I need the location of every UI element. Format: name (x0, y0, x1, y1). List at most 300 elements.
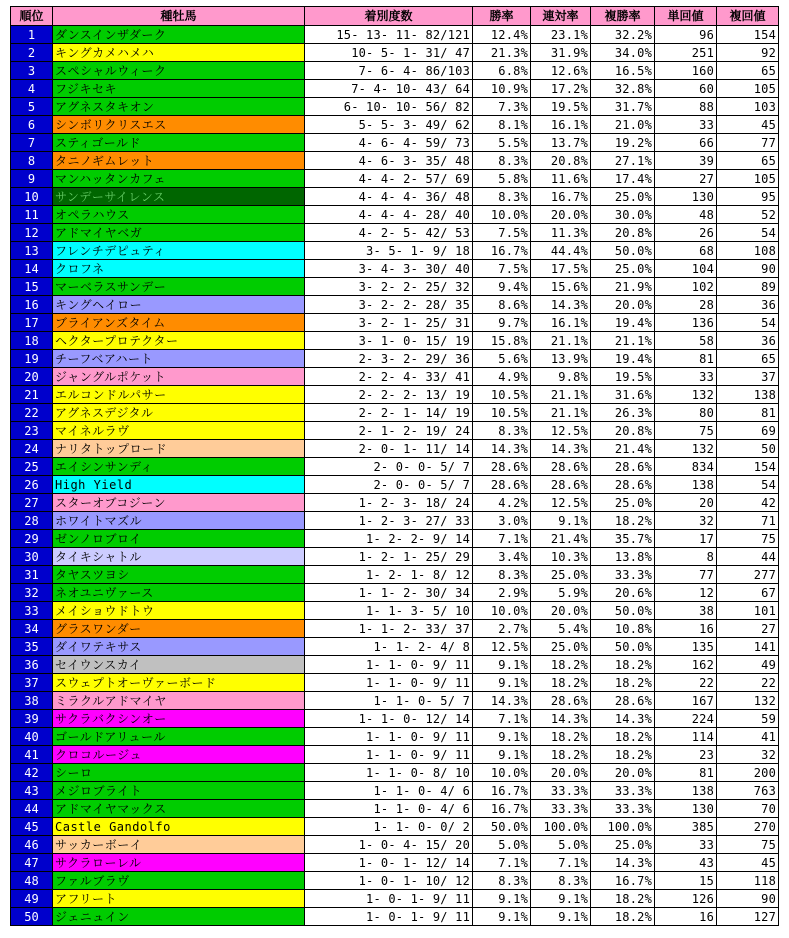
win-return-cell: 33 (655, 836, 717, 854)
win-rate-cell: 3.4% (473, 548, 531, 566)
win-return-cell: 138 (655, 782, 717, 800)
place-return-cell: 65 (717, 152, 779, 170)
rank-cell: 31 (11, 566, 53, 584)
quinella-rate-cell: 20.0% (531, 764, 591, 782)
win-rate-cell: 8.6% (473, 296, 531, 314)
rank-cell: 18 (11, 332, 53, 350)
win-rate-cell: 8.3% (473, 422, 531, 440)
header-rank: 順位 (11, 7, 53, 26)
win-return-cell: 160 (655, 62, 717, 80)
place-return-cell: 45 (717, 854, 779, 872)
quinella-rate-cell: 5.4% (531, 620, 591, 638)
win-rate-cell: 9.1% (473, 674, 531, 692)
rank-cell: 43 (11, 782, 53, 800)
stallion-name-cell: メジロブライト (53, 782, 305, 800)
place-rate-cell: 34.0% (591, 44, 655, 62)
place-return-cell: 75 (717, 530, 779, 548)
win-rate-cell: 15.8% (473, 332, 531, 350)
record-cell: 3- 5- 1- 9/ 18 (305, 242, 473, 260)
place-rate-cell: 18.2% (591, 890, 655, 908)
record-cell: 15- 13- 11- 82/121 (305, 26, 473, 44)
stallion-name-cell: サンデーサイレンス (53, 188, 305, 206)
record-cell: 4- 6- 4- 59/ 73 (305, 134, 473, 152)
record-cell: 4- 2- 5- 42/ 53 (305, 224, 473, 242)
record-cell: 1- 2- 3- 27/ 33 (305, 512, 473, 530)
table-row (11, 242, 779, 260)
win-return-cell: 130 (655, 188, 717, 206)
win-return-cell: 16 (655, 908, 717, 926)
win-return-cell: 96 (655, 26, 717, 44)
place-return-cell: 45 (717, 116, 779, 134)
place-return-cell: 49 (717, 656, 779, 674)
record-cell: 4- 4- 4- 36/ 48 (305, 188, 473, 206)
rank-cell: 46 (11, 836, 53, 854)
place-rate-cell: 20.8% (591, 422, 655, 440)
quinella-rate-cell: 100.0% (531, 818, 591, 836)
record-cell: 1- 1- 0- 8/ 10 (305, 764, 473, 782)
place-return-cell: 65 (717, 62, 779, 80)
stallion-name-cell: ジェニュイン (53, 908, 305, 926)
win-rate-cell: 9.1% (473, 728, 531, 746)
quinella-rate-cell: 15.6% (531, 278, 591, 296)
record-cell: 2- 2- 4- 33/ 41 (305, 368, 473, 386)
win-return-cell: 135 (655, 638, 717, 656)
place-rate-cell: 25.0% (591, 260, 655, 278)
win-rate-cell: 7.5% (473, 260, 531, 278)
table-row (11, 908, 779, 926)
win-return-cell: 48 (655, 206, 717, 224)
table-row (11, 368, 779, 386)
stallion-name-cell: スペシャルウィーク (53, 62, 305, 80)
win-return-cell: 132 (655, 440, 717, 458)
win-return-cell: 15 (655, 872, 717, 890)
stallion-name-cell: アドマイヤベガ (53, 224, 305, 242)
table-row (11, 746, 779, 764)
rank-cell: 25 (11, 458, 53, 476)
quinella-rate-cell: 28.6% (531, 692, 591, 710)
stallion-name-cell: グラスワンダー (53, 620, 305, 638)
place-return-cell: 77 (717, 134, 779, 152)
win-return-cell: 23 (655, 746, 717, 764)
place-rate-cell: 19.5% (591, 368, 655, 386)
quinella-rate-cell: 44.4% (531, 242, 591, 260)
place-rate-cell: 14.3% (591, 710, 655, 728)
table-row (11, 188, 779, 206)
table-row (11, 476, 779, 494)
rank-cell: 23 (11, 422, 53, 440)
win-return-cell: 33 (655, 116, 717, 134)
win-rate-cell: 14.3% (473, 692, 531, 710)
stallion-name-cell: クロフネ (53, 260, 305, 278)
place-return-cell: 52 (717, 206, 779, 224)
win-return-cell: 12 (655, 584, 717, 602)
place-return-cell: 32 (717, 746, 779, 764)
place-return-cell: 50 (717, 440, 779, 458)
stallion-name-cell: タヤスツヨシ (53, 566, 305, 584)
record-cell: 1- 2- 1- 25/ 29 (305, 548, 473, 566)
quinella-rate-cell: 31.9% (531, 44, 591, 62)
stallion-name-cell: ダンスインザダーク (53, 26, 305, 44)
win-rate-cell: 9.7% (473, 314, 531, 332)
record-cell: 2- 0- 0- 5/ 7 (305, 458, 473, 476)
table-row (11, 566, 779, 584)
table-row (11, 278, 779, 296)
place-rate-cell: 20.0% (591, 764, 655, 782)
win-rate-cell: 2.9% (473, 584, 531, 602)
win-rate-cell: 8.1% (473, 116, 531, 134)
record-cell: 3- 2- 1- 25/ 31 (305, 314, 473, 332)
header-stallion: 種牡馬 (53, 7, 305, 26)
place-return-cell: 44 (717, 548, 779, 566)
quinella-rate-cell: 5.0% (531, 836, 591, 854)
quinella-rate-cell: 14.3% (531, 440, 591, 458)
quinella-rate-cell: 11.6% (531, 170, 591, 188)
win-rate-cell: 5.0% (473, 836, 531, 854)
rank-cell: 9 (11, 170, 53, 188)
place-rate-cell: 25.0% (591, 836, 655, 854)
win-return-cell: 39 (655, 152, 717, 170)
quinella-rate-cell: 8.3% (531, 872, 591, 890)
win-rate-cell: 7.1% (473, 854, 531, 872)
quinella-rate-cell: 33.3% (531, 782, 591, 800)
record-cell: 1- 0- 1- 9/ 11 (305, 908, 473, 926)
record-cell: 1- 0- 4- 15/ 20 (305, 836, 473, 854)
place-return-cell: 75 (717, 836, 779, 854)
record-cell: 1- 1- 0- 5/ 7 (305, 692, 473, 710)
stallion-name-cell: オペラハウス (53, 206, 305, 224)
win-rate-cell: 4.2% (473, 494, 531, 512)
win-return-cell: 68 (655, 242, 717, 260)
rank-cell: 34 (11, 620, 53, 638)
record-cell: 1- 1- 0- 9/ 11 (305, 728, 473, 746)
quinella-rate-cell: 21.4% (531, 530, 591, 548)
table-row (11, 764, 779, 782)
win-return-cell: 224 (655, 710, 717, 728)
win-rate-cell: 16.7% (473, 242, 531, 260)
place-return-cell: 141 (717, 638, 779, 656)
win-return-cell: 58 (655, 332, 717, 350)
table-row (11, 494, 779, 512)
place-return-cell: 154 (717, 26, 779, 44)
quinella-rate-cell: 9.8% (531, 368, 591, 386)
table-row (11, 314, 779, 332)
place-return-cell: 89 (717, 278, 779, 296)
table-row (11, 854, 779, 872)
stallion-name-cell: シーロ (53, 764, 305, 782)
quinella-rate-cell: 9.1% (531, 512, 591, 530)
rank-cell: 35 (11, 638, 53, 656)
place-return-cell: 105 (717, 170, 779, 188)
win-rate-cell: 7.1% (473, 530, 531, 548)
rank-cell: 20 (11, 368, 53, 386)
win-rate-cell: 5.8% (473, 170, 531, 188)
win-rate-cell: 9.1% (473, 890, 531, 908)
stallion-name-cell: ナリタトップロード (53, 440, 305, 458)
record-cell: 1- 2- 1- 8/ 12 (305, 566, 473, 584)
place-rate-cell: 16.5% (591, 62, 655, 80)
stallion-name-cell: クロコルージュ (53, 746, 305, 764)
quinella-rate-cell: 10.3% (531, 548, 591, 566)
header-record: 着別度数 (305, 7, 473, 26)
table-row (11, 350, 779, 368)
stallion-name-cell: アドマイヤマックス (53, 800, 305, 818)
table-row (11, 422, 779, 440)
quinella-rate-cell: 25.0% (531, 566, 591, 584)
quinella-rate-cell: 21.1% (531, 404, 591, 422)
place-return-cell: 118 (717, 872, 779, 890)
table-row (11, 620, 779, 638)
place-return-cell: 36 (717, 332, 779, 350)
stallion-name-cell: アフリート (53, 890, 305, 908)
win-rate-cell: 9.1% (473, 746, 531, 764)
place-return-cell: 108 (717, 242, 779, 260)
place-return-cell: 101 (717, 602, 779, 620)
record-cell: 5- 5- 3- 49/ 62 (305, 116, 473, 134)
quinella-rate-cell: 9.1% (531, 908, 591, 926)
place-return-cell: 67 (717, 584, 779, 602)
rank-cell: 16 (11, 296, 53, 314)
win-rate-cell: 10.5% (473, 404, 531, 422)
record-cell: 2- 0- 1- 11/ 14 (305, 440, 473, 458)
place-rate-cell: 50.0% (591, 242, 655, 260)
rank-cell: 24 (11, 440, 53, 458)
header-win-rate: 勝率 (473, 7, 531, 26)
stallion-name-cell: High Yield (53, 476, 305, 494)
rank-cell: 2 (11, 44, 53, 62)
place-rate-cell: 19.4% (591, 350, 655, 368)
win-return-cell: 32 (655, 512, 717, 530)
stallion-name-cell: シンボリクリスエス (53, 116, 305, 134)
quinella-rate-cell: 18.2% (531, 656, 591, 674)
table-row (11, 44, 779, 62)
quinella-rate-cell: 9.1% (531, 890, 591, 908)
table-row (11, 170, 779, 188)
win-return-cell: 16 (655, 620, 717, 638)
table-row (11, 674, 779, 692)
header-place-return: 複回値 (717, 7, 779, 26)
record-cell: 1- 0- 1- 10/ 12 (305, 872, 473, 890)
win-rate-cell: 16.7% (473, 782, 531, 800)
place-rate-cell: 18.2% (591, 746, 655, 764)
table-row (11, 548, 779, 566)
win-rate-cell: 9.1% (473, 908, 531, 926)
table-row (11, 656, 779, 674)
place-return-cell: 277 (717, 566, 779, 584)
place-rate-cell: 18.2% (591, 908, 655, 926)
stallion-name-cell: マーベラスサンデー (53, 278, 305, 296)
table-row (11, 728, 779, 746)
table-row (11, 62, 779, 80)
stallion-name-cell: マンハッタンカフェ (53, 170, 305, 188)
win-rate-cell: 7.5% (473, 224, 531, 242)
place-rate-cell: 28.6% (591, 692, 655, 710)
header-place-rate: 複勝率 (591, 7, 655, 26)
win-return-cell: 104 (655, 260, 717, 278)
win-rate-cell: 14.3% (473, 440, 531, 458)
record-cell: 2- 2- 2- 13/ 19 (305, 386, 473, 404)
stallion-name-cell: ファルブラヴ (53, 872, 305, 890)
win-return-cell: 834 (655, 458, 717, 476)
place-return-cell: 41 (717, 728, 779, 746)
quinella-rate-cell: 12.5% (531, 422, 591, 440)
record-cell: 3- 2- 2- 28/ 35 (305, 296, 473, 314)
rank-cell: 27 (11, 494, 53, 512)
place-rate-cell: 19.4% (591, 314, 655, 332)
win-return-cell: 138 (655, 476, 717, 494)
place-rate-cell: 21.9% (591, 278, 655, 296)
win-return-cell: 22 (655, 674, 717, 692)
stallion-ranking-table (10, 6, 779, 926)
rank-cell: 7 (11, 134, 53, 152)
rank-cell: 6 (11, 116, 53, 134)
stallion-name-cell: ダイワテキサス (53, 638, 305, 656)
win-return-cell: 81 (655, 764, 717, 782)
quinella-rate-cell: 18.2% (531, 674, 591, 692)
record-cell: 3- 2- 2- 25/ 32 (305, 278, 473, 296)
rank-cell: 29 (11, 530, 53, 548)
record-cell: 1- 1- 0- 4/ 6 (305, 800, 473, 818)
table-row (11, 890, 779, 908)
rank-cell: 26 (11, 476, 53, 494)
record-cell: 3- 4- 3- 30/ 40 (305, 260, 473, 278)
stallion-name-cell: タニノギムレット (53, 152, 305, 170)
win-rate-cell: 6.8% (473, 62, 531, 80)
rank-cell: 50 (11, 908, 53, 926)
table-row (11, 404, 779, 422)
place-return-cell: 92 (717, 44, 779, 62)
win-rate-cell: 28.6% (473, 476, 531, 494)
rank-cell: 45 (11, 818, 53, 836)
win-return-cell: 167 (655, 692, 717, 710)
rank-cell: 47 (11, 854, 53, 872)
record-cell: 7- 6- 4- 86/103 (305, 62, 473, 80)
win-rate-cell: 9.4% (473, 278, 531, 296)
stallion-name-cell: アグネスタキオン (53, 98, 305, 116)
win-rate-cell: 8.3% (473, 872, 531, 890)
header-win-return: 単回値 (655, 7, 717, 26)
place-return-cell: 54 (717, 314, 779, 332)
win-return-cell: 385 (655, 818, 717, 836)
place-rate-cell: 50.0% (591, 602, 655, 620)
rank-cell: 33 (11, 602, 53, 620)
quinella-rate-cell: 14.3% (531, 296, 591, 314)
win-rate-cell: 10.0% (473, 764, 531, 782)
quinella-rate-cell: 16.1% (531, 314, 591, 332)
place-rate-cell: 21.1% (591, 332, 655, 350)
rank-cell: 38 (11, 692, 53, 710)
record-cell: 2- 1- 2- 19/ 24 (305, 422, 473, 440)
rank-cell: 44 (11, 800, 53, 818)
place-rate-cell: 28.6% (591, 458, 655, 476)
rank-cell: 22 (11, 404, 53, 422)
table-row (11, 224, 779, 242)
rank-cell: 30 (11, 548, 53, 566)
place-rate-cell: 33.3% (591, 566, 655, 584)
record-cell: 1- 1- 0- 0/ 2 (305, 818, 473, 836)
quinella-rate-cell: 19.5% (531, 98, 591, 116)
place-return-cell: 36 (717, 296, 779, 314)
rank-cell: 10 (11, 188, 53, 206)
win-rate-cell: 3.0% (473, 512, 531, 530)
rank-cell: 13 (11, 242, 53, 260)
win-return-cell: 88 (655, 98, 717, 116)
table-row (11, 782, 779, 800)
stallion-name-cell: タイキシャトル (53, 548, 305, 566)
place-return-cell: 70 (717, 800, 779, 818)
win-return-cell: 102 (655, 278, 717, 296)
quinella-rate-cell: 28.6% (531, 476, 591, 494)
win-rate-cell: 10.0% (473, 206, 531, 224)
table-row (11, 440, 779, 458)
stallion-name-cell: スターオブコジーン (53, 494, 305, 512)
place-return-cell: 54 (717, 476, 779, 494)
quinella-rate-cell: 17.5% (531, 260, 591, 278)
place-rate-cell: 18.2% (591, 674, 655, 692)
win-rate-cell: 21.3% (473, 44, 531, 62)
quinella-rate-cell: 18.2% (531, 728, 591, 746)
table-row (11, 26, 779, 44)
quinella-rate-cell: 18.2% (531, 746, 591, 764)
place-rate-cell: 33.3% (591, 800, 655, 818)
win-return-cell: 60 (655, 80, 717, 98)
record-cell: 4- 6- 3- 35/ 48 (305, 152, 473, 170)
win-return-cell: 132 (655, 386, 717, 404)
place-rate-cell: 100.0% (591, 818, 655, 836)
place-return-cell: 138 (717, 386, 779, 404)
stallion-name-cell: Castle Gandolfo (53, 818, 305, 836)
place-rate-cell: 32.8% (591, 80, 655, 98)
place-rate-cell: 10.8% (591, 620, 655, 638)
rank-cell: 12 (11, 224, 53, 242)
rank-cell: 5 (11, 98, 53, 116)
stallion-name-cell: サッカーボーイ (53, 836, 305, 854)
record-cell: 1- 1- 0- 9/ 11 (305, 656, 473, 674)
table-row (11, 710, 779, 728)
quinella-rate-cell: 25.0% (531, 638, 591, 656)
win-return-cell: 28 (655, 296, 717, 314)
quinella-rate-cell: 16.7% (531, 188, 591, 206)
record-cell: 1- 2- 3- 18/ 24 (305, 494, 473, 512)
stallion-name-cell: キングカメハメハ (53, 44, 305, 62)
place-rate-cell: 50.0% (591, 638, 655, 656)
quinella-rate-cell: 20.0% (531, 206, 591, 224)
record-cell: 4- 4- 2- 57/ 69 (305, 170, 473, 188)
win-rate-cell: 50.0% (473, 818, 531, 836)
place-return-cell: 59 (717, 710, 779, 728)
rank-cell: 48 (11, 872, 53, 890)
place-rate-cell: 20.6% (591, 584, 655, 602)
quinella-rate-cell: 21.1% (531, 332, 591, 350)
win-rate-cell: 12.4% (473, 26, 531, 44)
record-cell: 1- 1- 0- 12/ 14 (305, 710, 473, 728)
quinella-rate-cell: 20.0% (531, 602, 591, 620)
rank-cell: 8 (11, 152, 53, 170)
table-row (11, 512, 779, 530)
place-rate-cell: 21.4% (591, 440, 655, 458)
stallion-name-cell: ゴールドアリュール (53, 728, 305, 746)
stallion-name-cell: ネオユニヴァース (53, 584, 305, 602)
record-cell: 1- 2- 2- 9/ 14 (305, 530, 473, 548)
record-cell: 1- 1- 2- 33/ 37 (305, 620, 473, 638)
stallion-name-cell: ヘクタープロテクター (53, 332, 305, 350)
win-rate-cell: 16.7% (473, 800, 531, 818)
quinella-rate-cell: 13.7% (531, 134, 591, 152)
stallion-name-cell: ブライアンズタイム (53, 314, 305, 332)
table-row (11, 836, 779, 854)
table-row (11, 800, 779, 818)
place-rate-cell: 21.0% (591, 116, 655, 134)
rank-cell: 36 (11, 656, 53, 674)
